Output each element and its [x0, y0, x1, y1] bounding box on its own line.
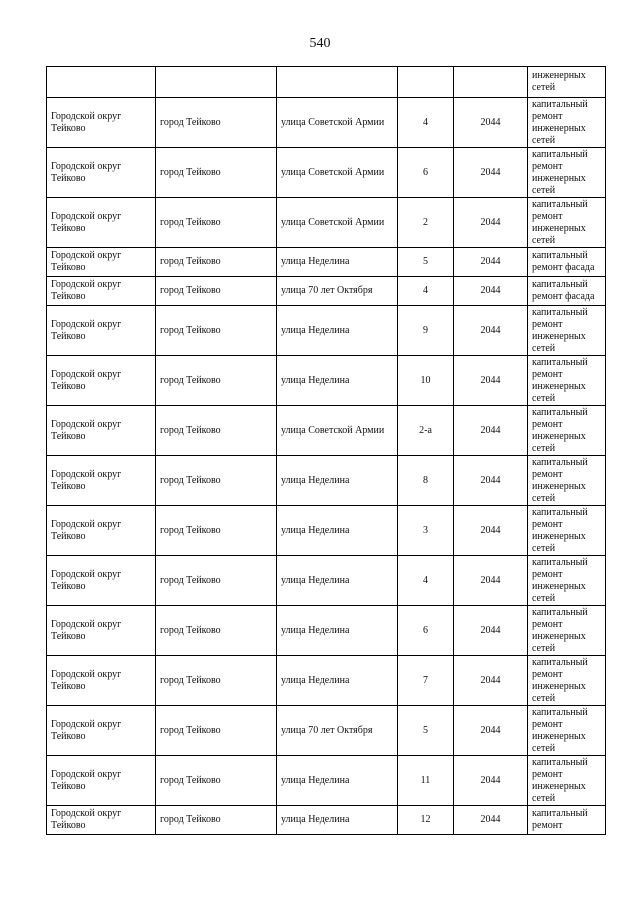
- district-cell: Городской округ Тейково: [47, 198, 156, 248]
- district-cell: Городской округ Тейково: [47, 606, 156, 656]
- year-cell: 2044: [454, 248, 528, 277]
- street-cell: [277, 67, 398, 98]
- city-cell: город Тейково: [156, 656, 277, 706]
- work-cell: капитальный ремонт инженерных сетей: [528, 656, 606, 706]
- work-cell: капитальный ремонт инженерных сетей: [528, 306, 606, 356]
- street-cell: улица Неделина: [277, 756, 398, 806]
- city-cell: город Тейково: [156, 456, 277, 506]
- city-cell: город Тейково: [156, 248, 277, 277]
- table-row: [47, 756, 606, 806]
- table-row: [47, 98, 606, 148]
- city-cell: [156, 67, 277, 98]
- district-cell: Городской округ Тейково: [47, 756, 156, 806]
- house-cell: 3: [398, 506, 454, 556]
- work-cell: капитальный ремонт: [528, 806, 606, 835]
- work-cell: капитальный ремонт инженерных сетей: [528, 98, 606, 148]
- table-row: [47, 277, 606, 306]
- work-cell: капитальный ремонт инженерных сетей: [528, 756, 606, 806]
- district-cell: Городской округ Тейково: [47, 506, 156, 556]
- table-row: [47, 67, 606, 98]
- district-cell: Городской округ Тейково: [47, 148, 156, 198]
- house-cell: 4: [398, 556, 454, 606]
- year-cell: 2044: [454, 356, 528, 406]
- table-row: [47, 198, 606, 248]
- city-cell: город Тейково: [156, 706, 277, 756]
- table-row: [47, 306, 606, 356]
- street-cell: улица Неделина: [277, 356, 398, 406]
- district-cell: Городской округ Тейково: [47, 656, 156, 706]
- house-cell: 4: [398, 277, 454, 306]
- year-cell: 2044: [454, 656, 528, 706]
- table-row: [47, 356, 606, 406]
- house-cell: 2: [398, 198, 454, 248]
- house-cell: 5: [398, 706, 454, 756]
- street-cell: улица Неделина: [277, 606, 398, 656]
- table-row: [47, 406, 606, 456]
- street-cell: улица Неделина: [277, 556, 398, 606]
- street-cell: улица Неделина: [277, 456, 398, 506]
- year-cell: 2044: [454, 706, 528, 756]
- year-cell: 2044: [454, 806, 528, 835]
- district-cell: [47, 67, 156, 98]
- year-cell: 2044: [454, 277, 528, 306]
- table-row: [47, 656, 606, 706]
- year-cell: 2044: [454, 506, 528, 556]
- year-cell: [454, 67, 528, 98]
- house-cell: 9: [398, 306, 454, 356]
- house-cell: [398, 67, 454, 98]
- street-cell: улица Неделина: [277, 248, 398, 277]
- year-cell: 2044: [454, 406, 528, 456]
- table-row: [47, 706, 606, 756]
- district-cell: Городской округ Тейково: [47, 706, 156, 756]
- street-cell: улица Советской Армии: [277, 406, 398, 456]
- street-cell: улица 70 лет Октября: [277, 277, 398, 306]
- district-cell: Городской округ Тейково: [47, 98, 156, 148]
- year-cell: 2044: [454, 556, 528, 606]
- year-cell: 2044: [454, 98, 528, 148]
- house-cell: 11: [398, 756, 454, 806]
- house-cell: 5: [398, 248, 454, 277]
- street-cell: улица Неделина: [277, 656, 398, 706]
- street-cell: улица Неделина: [277, 806, 398, 835]
- city-cell: город Тейково: [156, 806, 277, 835]
- city-cell: город Тейково: [156, 148, 277, 198]
- work-cell: капитальный ремонт инженерных сетей: [528, 148, 606, 198]
- house-cell: 8: [398, 456, 454, 506]
- year-cell: 2044: [454, 606, 528, 656]
- city-cell: город Тейково: [156, 406, 277, 456]
- house-cell: 7: [398, 656, 454, 706]
- street-cell: улица 70 лет Октября: [277, 706, 398, 756]
- house-cell: 6: [398, 606, 454, 656]
- year-cell: 2044: [454, 198, 528, 248]
- work-cell: капитальный ремонт инженерных сетей: [528, 556, 606, 606]
- works-table: [46, 66, 606, 835]
- city-cell: город Тейково: [156, 198, 277, 248]
- table-row: [47, 806, 606, 835]
- city-cell: город Тейково: [156, 356, 277, 406]
- work-cell: капитальный ремонт инженерных сетей: [528, 606, 606, 656]
- year-cell: 2044: [454, 456, 528, 506]
- table-row: [47, 456, 606, 506]
- table-row: [47, 148, 606, 198]
- street-cell: улица Советской Армии: [277, 198, 398, 248]
- work-cell: инженерных сетей: [528, 67, 606, 98]
- work-cell: капитальный ремонт инженерных сетей: [528, 406, 606, 456]
- year-cell: 2044: [454, 306, 528, 356]
- district-cell: Городской округ Тейково: [47, 356, 156, 406]
- work-cell: капитальный ремонт фасада: [528, 248, 606, 277]
- city-cell: город Тейково: [156, 606, 277, 656]
- page-number: 540: [309, 36, 331, 51]
- work-cell: капитальный ремонт инженерных сетей: [528, 356, 606, 406]
- year-cell: 2044: [454, 148, 528, 198]
- table-row: [47, 248, 606, 277]
- table-row: [47, 606, 606, 656]
- house-cell: 10: [398, 356, 454, 406]
- district-cell: Городской округ Тейково: [47, 556, 156, 606]
- district-cell: Городской округ Тейково: [47, 456, 156, 506]
- street-cell: улица Неделина: [277, 306, 398, 356]
- city-cell: город Тейково: [156, 506, 277, 556]
- district-cell: Городской округ Тейково: [47, 306, 156, 356]
- city-cell: город Тейково: [156, 756, 277, 806]
- house-cell: 2-а: [398, 406, 454, 456]
- table-row: [47, 506, 606, 556]
- city-cell: город Тейково: [156, 98, 277, 148]
- city-cell: город Тейково: [156, 306, 277, 356]
- district-cell: Городской округ Тейково: [47, 277, 156, 306]
- street-cell: улица Советской Армии: [277, 98, 398, 148]
- district-cell: Городской округ Тейково: [47, 406, 156, 456]
- street-cell: улица Неделина: [277, 506, 398, 556]
- work-cell: капитальный ремонт инженерных сетей: [528, 198, 606, 248]
- work-cell: капитальный ремонт инженерных сетей: [528, 706, 606, 756]
- district-cell: Городской округ Тейково: [47, 248, 156, 277]
- table-row: [47, 556, 606, 606]
- house-cell: 4: [398, 98, 454, 148]
- house-cell: 6: [398, 148, 454, 198]
- district-cell: Городской округ Тейково: [47, 806, 156, 835]
- city-cell: город Тейково: [156, 556, 277, 606]
- house-cell: 12: [398, 806, 454, 835]
- work-cell: капитальный ремонт инженерных сетей: [528, 506, 606, 556]
- work-cell: капитальный ремонт фасада: [528, 277, 606, 306]
- street-cell: улица Советской Армии: [277, 148, 398, 198]
- work-cell: капитальный ремонт инженерных сетей: [528, 456, 606, 506]
- city-cell: город Тейково: [156, 277, 277, 306]
- year-cell: 2044: [454, 756, 528, 806]
